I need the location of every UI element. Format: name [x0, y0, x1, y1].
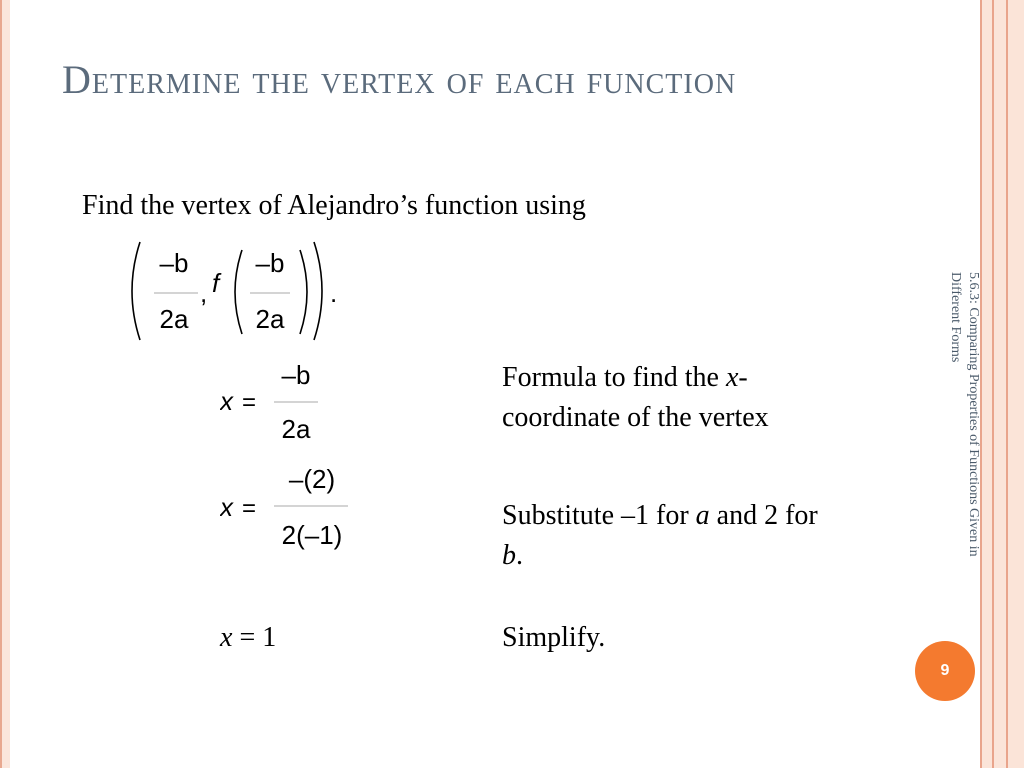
lesson-label: 5.6.3: Comparing Properties of Functions Given in Different Forms	[948, 272, 981, 557]
formula-function-symbol: f	[212, 268, 220, 298]
step2-equation	[220, 458, 370, 554]
step2-equals: =	[242, 495, 257, 522]
formula-numerator-2: –b	[255, 248, 285, 278]
outer-left-paren	[132, 242, 140, 340]
step1-explanation	[502, 358, 862, 438]
step3-equation	[220, 618, 276, 658]
step1-equation	[220, 360, 350, 446]
slide-frame-left	[0, 0, 10, 768]
step2-text-middle: and 2 for	[709, 500, 818, 531]
inner-left-paren	[235, 250, 242, 334]
step1-var: x	[725, 362, 739, 393]
step2-denominator: 2(–1)	[281, 520, 343, 550]
formula-numerator-1: –b	[159, 248, 189, 278]
step2-explanation	[502, 496, 822, 576]
step1-numerator: –b	[281, 360, 311, 390]
step1-equals: =	[242, 389, 257, 416]
step1-text-after: -coordinate of the vertex	[502, 362, 769, 433]
slide-frame-right	[980, 0, 1024, 768]
formula-denominator-2: 2a	[255, 304, 285, 334]
step3-lhs: x	[220, 622, 233, 653]
page-number-badge: 9	[915, 641, 975, 701]
step3-rhs: = 1	[232, 622, 277, 653]
step2-text-after: .	[516, 540, 523, 571]
step1-text-before: Formula to find the	[502, 362, 726, 393]
vertex-formula	[118, 236, 358, 346]
step1-lhs: x	[220, 386, 233, 416]
step2-lhs: x	[220, 492, 233, 522]
step2-var-a: a	[695, 500, 710, 531]
step1-denominator: 2a	[281, 414, 311, 444]
formula-denominator-1: 2a	[159, 304, 189, 334]
step2-numerator: –(2)	[288, 464, 336, 494]
step2-text-before: Substitute –1 for	[502, 500, 696, 531]
inner-right-paren	[300, 250, 307, 334]
step2-var-b: b	[502, 540, 516, 571]
slide-title: Determine the vertex of each function	[62, 57, 737, 102]
step3-explanation: Simplify.	[502, 622, 606, 653]
formula-comma: ,	[200, 278, 208, 308]
formula-period: .	[330, 278, 338, 308]
intro-text: Find the vertex of Alejandro’s function using	[82, 190, 586, 221]
outer-right-paren	[314, 242, 322, 340]
